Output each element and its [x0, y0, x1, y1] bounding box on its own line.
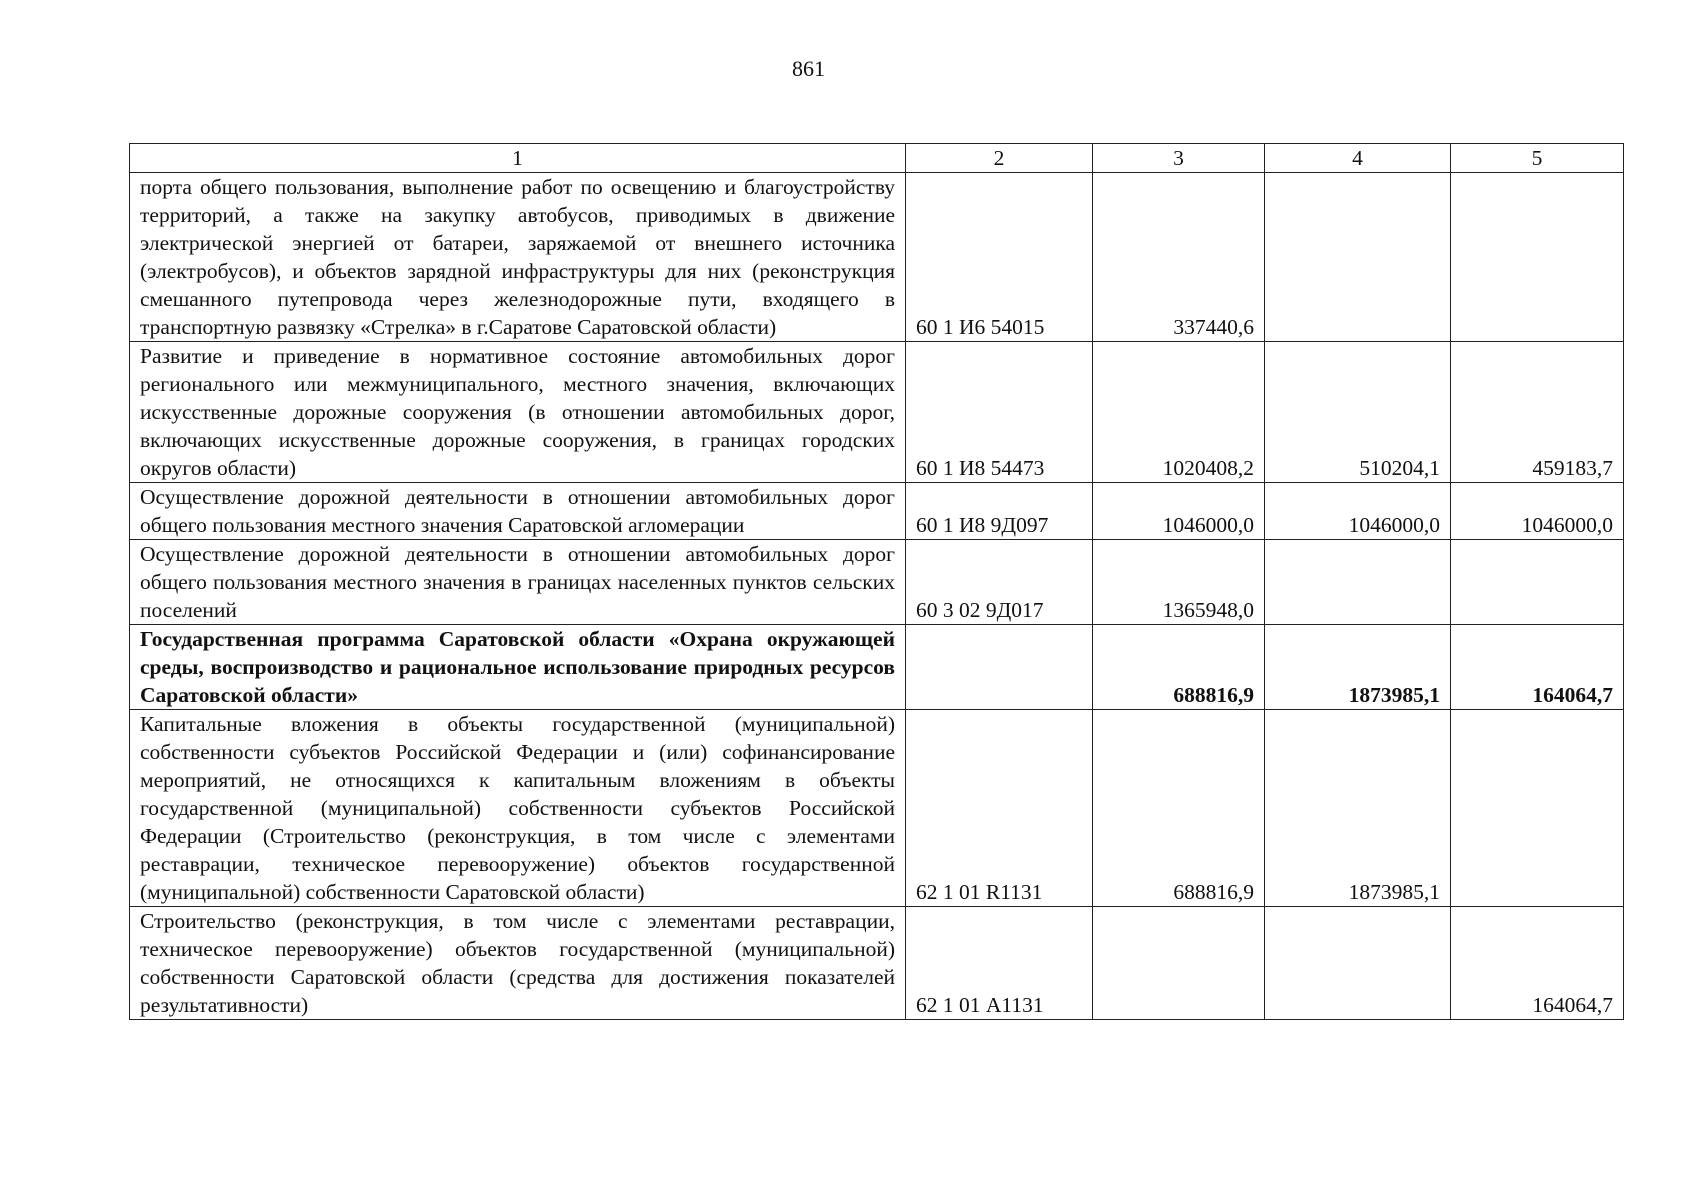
row-value-col5: 164064,7: [1451, 907, 1624, 1020]
table-row: [130, 483, 1624, 540]
row-value-col3: 337440,6: [1093, 173, 1265, 342]
program-total-col4: 1873985,1: [1265, 625, 1451, 710]
row-value-col5: 459183,7: [1451, 342, 1624, 483]
row-value-col4: 1046000,0: [1265, 483, 1451, 540]
row-description: порта общего пользования, выполнение работ по освещению и благоустройству территорий, а также на закупку автобусов, приводимых в движение электрической энергией от батареи, заряжаемой от внешнего источника (электробусов), и объектов зарядной инфраструктуры для них (реконструкция смешанного путепровода через железнодорожные пути, входящего в транспортную развязку «Стрелка» в г.Саратове Саратовской области): [130, 173, 906, 342]
row-description: Осуществление дорожной деятельности в отношении автомобильных дорог общего пользования местного значения в границах населенных пунктов сельских поселений: [130, 540, 906, 625]
row-description: Капитальные вложения в объекты государственной (муниципальной) собственности субъектов Российской Федерации и (или) софинансирование мероприятий, не относящихся к капитальным вложениям в объекты государственной (муниципальной) собственности субъектов Российской Федерации (Строительство (реконструкция, в том числе с элементами реставрации, техническое перевооружение) объектов государственной (муниципальной) собственности Саратовской области): [130, 710, 906, 907]
row-value-col5: [1451, 173, 1624, 342]
program-total-col5: 164064,7: [1451, 625, 1624, 710]
column-header-3: 3: [1093, 144, 1265, 173]
page-number: 861: [792, 56, 825, 81]
table-row: [130, 173, 1624, 342]
row-description: Развитие и приведение в нормативное состояние автомобильных дорог регионального или межмуниципального, местного значения, включающих искусственные дорожные сооружения (в отношении автомобильных дорог, включающих искусственные дорожные сооружения, в границах городских округов области): [130, 342, 906, 483]
row-code: [906, 625, 1093, 710]
row-value-col5: 1046000,0: [1451, 483, 1624, 540]
budget-table: [129, 143, 1624, 1020]
column-header-1: 1: [130, 144, 906, 173]
row-value-col3: 688816,9: [1093, 710, 1265, 907]
row-value-col5: [1451, 710, 1624, 907]
row-code: 62 1 01 R1131: [906, 710, 1093, 907]
table-row: [130, 710, 1624, 907]
row-code: 62 1 01 А1131: [906, 907, 1093, 1020]
row-value-col3: 1365948,0: [1093, 540, 1265, 625]
row-value-col4: [1265, 173, 1451, 342]
row-value-col3: 1020408,2: [1093, 342, 1265, 483]
row-description: Строительство (реконструкция, в том числе с элементами реставрации, техническое перевооружение) объектов государственной (муниципальной) собственности Саратовской области (средства для достижения показателей результативности): [130, 907, 906, 1020]
column-header-2: 2: [906, 144, 1093, 173]
row-value-col5: [1451, 540, 1624, 625]
row-value-col3: 1046000,0: [1093, 483, 1265, 540]
row-description: Осуществление дорожной деятельности в отношении автомобильных дорог общего пользования местного значения Саратовской агломерации: [130, 483, 906, 540]
row-code: 60 1 И8 54473: [906, 342, 1093, 483]
table-row: [130, 540, 1624, 625]
row-value-col4: 1873985,1: [1265, 710, 1451, 907]
row-value-col4: [1265, 907, 1451, 1020]
program-total-col3: 688816,9: [1093, 625, 1265, 710]
row-value-col4: [1265, 540, 1451, 625]
row-code: 60 3 02 9Д017: [906, 540, 1093, 625]
program-title: Государственная программа Саратовской области «Охрана окружающей среды, воспроизводство и рациональное использование природных ресурсов Саратовской области»: [130, 625, 906, 710]
row-code: 60 1 И8 9Д097: [906, 483, 1093, 540]
row-value-col3: [1093, 907, 1265, 1020]
column-header-4: 4: [1265, 144, 1451, 173]
program-total-row: [130, 625, 1624, 710]
table-row: [130, 907, 1624, 1020]
row-code: 60 1 И6 54015: [906, 173, 1093, 342]
row-value-col4: 510204,1: [1265, 342, 1451, 483]
header-row: [130, 144, 1624, 173]
table-row: [130, 342, 1624, 483]
column-header-5: 5: [1451, 144, 1624, 173]
